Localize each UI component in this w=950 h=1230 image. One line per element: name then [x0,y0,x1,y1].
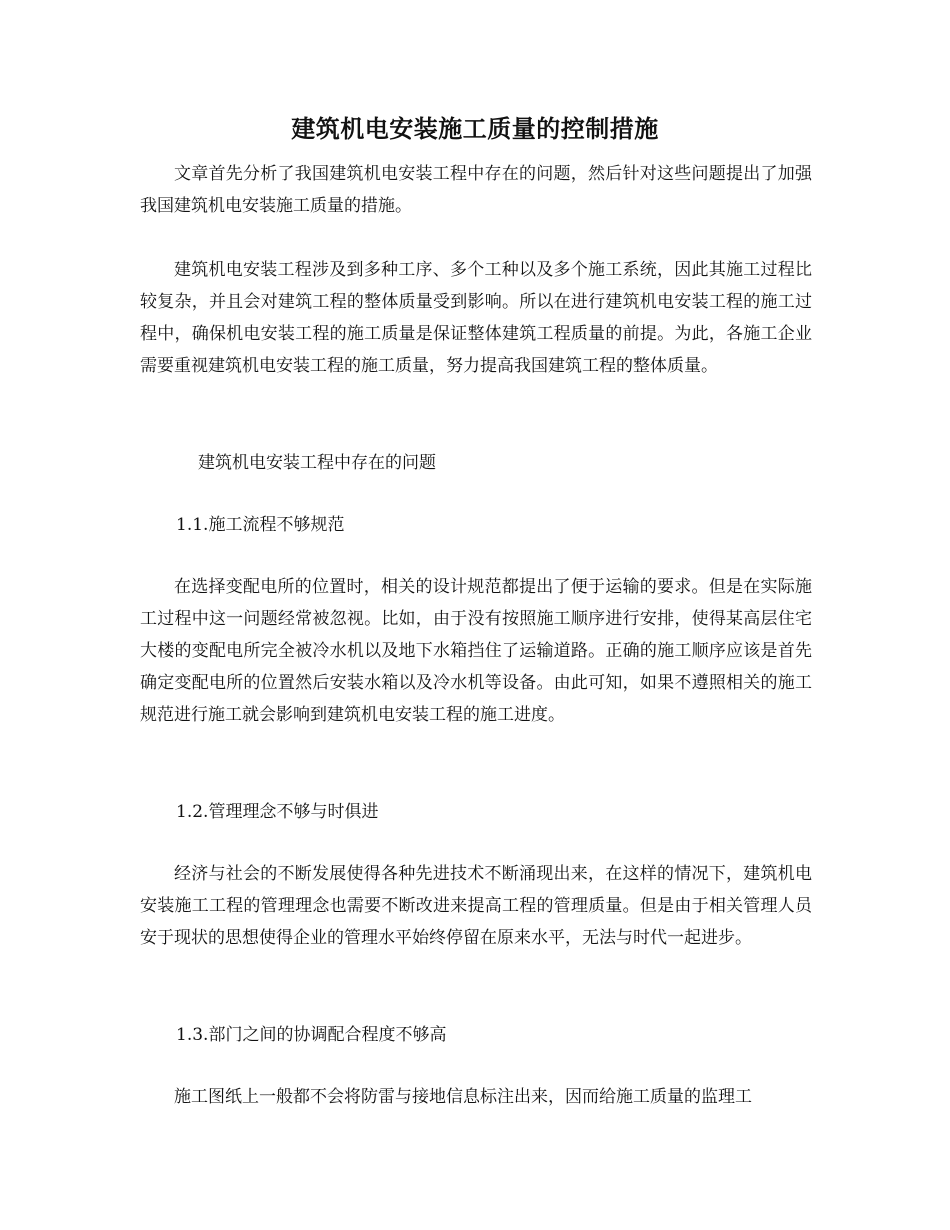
subsection-1-1-paragraph: 在选择变配电所的位置时，相关的设计规范都提出了便于运输的要求。但是在实际施工过程中这一问题经常被忽视。比如，由于没有按照施工顺序进行安排，使得某高层住宅大楼的变配电所完全被冷水机以及地下水箱挡住了运输道路。正确的施工顺序应该是首先确定变配电所的位置然后安装水箱以及冷水机等设备。由此可知，如果不遵照相关的施工规范进行施工就会影响到建筑机电安装工程的施工进度。 [140,577,812,725]
abstract-paragraph: 文章首先分析了我国建筑机电安装工程中存在的问题，然后针对这些问题提出了加强我国建筑机电安装施工质量的措施。 [140,164,812,216]
subsection-heading-1-3: 1.3.部门之间的协调配合程度不够高 [176,1025,447,1045]
section-heading: 建筑机电安装工程中存在的问题 [198,453,436,473]
subsection-1-3-paragraph: 施工图纸上一般都不会将防雷与接地信息标注出来，因而给施工质量的监理工 [174,1087,752,1107]
intro-paragraph: 建筑机电安装工程涉及到多种工序、多个工种以及多个施工系统，因此其施工过程比较复杂，并且会对建筑工程的整体质量受到影响。所以在进行建筑机电安装工程的施工过程中，确保机电安装工程的施工质量是保证整体建筑工程质量的前提。为此，各施工企业需要重视建筑机电安装工程的施工质量，努力提高我国建筑工程的整体质量。 [140,260,812,376]
subsection-1-2-paragraph: 经济与社会的不断发展使得各种先进技术不断涌现出来，在这样的情况下，建筑机电安装施工工程的管理理念也需要不断改进来提高工程的管理质量。但是由于相关管理人员安于现状的思想使得企业的管理水平始终停留在原来水平，无法与时代一起进步。 [140,864,812,948]
document-title: 建筑机电安装施工质量的控制措施 [291,114,659,143]
subsection-heading-1-1: 1.1.施工流程不够规范 [176,515,345,535]
subsection-heading-1-2: 1.2.管理理念不够与时俱进 [176,802,379,822]
